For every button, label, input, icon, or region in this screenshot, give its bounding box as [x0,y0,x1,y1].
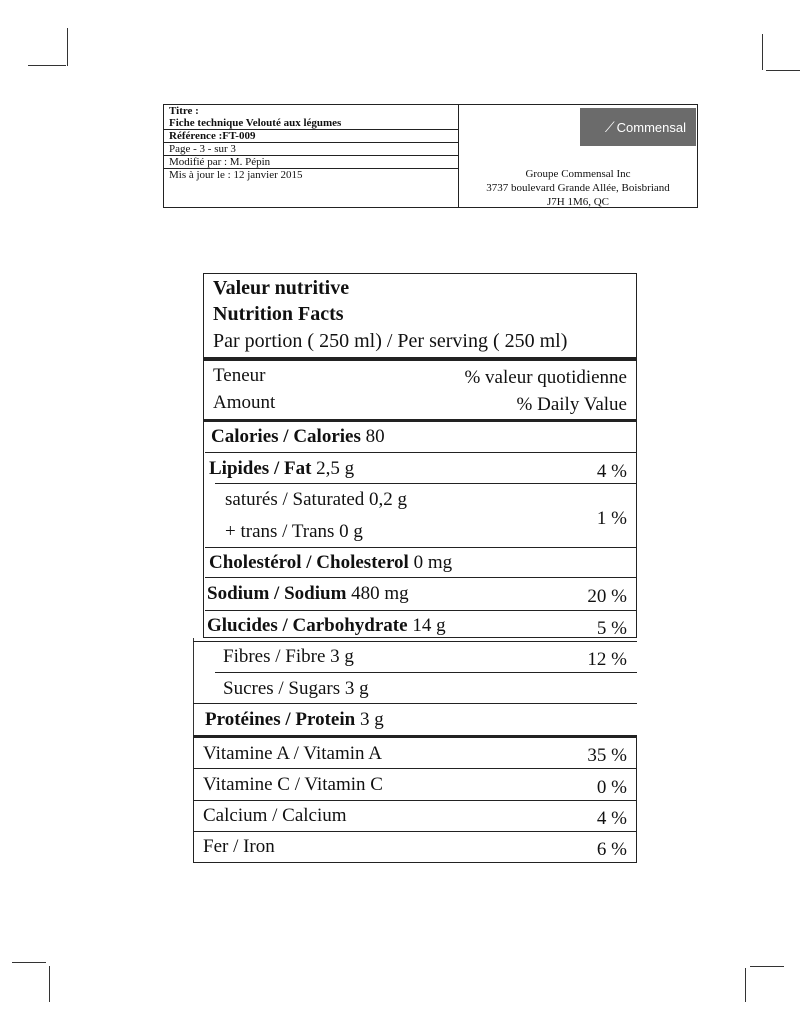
calcium: Calcium / Calcium [203,805,347,826]
sodium-row [207,583,409,605]
table-left-edge [193,638,194,738]
crop-mark-bottom-left-h [12,962,46,963]
crop-mark-top-right-h [766,70,800,71]
cholesterol-label: Cholestérol / Cholesterol [209,552,409,573]
title-value: Fiche technique Velouté aux légumes [164,117,458,130]
leaf-icon: ⟋ [604,118,615,135]
reference: Référence :FT-009 [164,130,458,143]
iron-percent: 6 % [596,839,627,860]
fibre: Fibres / Fibre 3 g [223,646,354,667]
company-name: Groupe Commensal Inc [525,168,631,180]
title-label: Titre : [169,105,199,117]
sodium-percent: 20 % [587,586,627,607]
document-info [164,105,459,207]
rule-calories [205,452,637,453]
company-logo [580,108,696,146]
modified-by: Modifié par : M. Pépin [164,156,458,169]
rule-calcium [193,831,637,832]
updated-date: Mis à jour le : 12 janvier 2015 [169,169,303,181]
company-info [459,105,697,207]
crop-mark-bottom-right-v [745,968,746,1002]
serving-size: Par portion ( 250 ml) / Per serving ( 250 ml) [213,330,568,352]
rule-vitamin-c [193,800,637,801]
fat-percent: 4 % [596,461,627,482]
carbohydrate-row [207,615,446,637]
thick-rule-vitamins [193,735,637,738]
cholesterol-value: 0 mg [413,552,453,573]
rule-fibre [215,672,637,673]
vitamin-c-percent: 0 % [596,777,627,798]
vitamin-a-percent: 35 % [587,745,627,766]
crop-mark-bottom-right-h [750,966,784,967]
protein-row [205,709,384,731]
thick-rule-top [203,357,637,361]
rule-vitamin-a [193,768,637,769]
thick-rule-amount [203,419,637,422]
rule-sodium [205,610,637,611]
trans-fat: + trans / Trans 0 g [225,521,363,542]
company-address [459,167,697,209]
crop-mark-top-left-h [28,65,66,66]
title-en: Nutrition Facts [213,303,344,325]
amount-en: Amount [213,392,276,413]
vitamin-c: Vitamine C / Vitamin C [203,774,383,795]
fat-value: 2,5 g [316,458,355,479]
vitamin-a: Vitamine A / Vitamin A [203,743,382,764]
fat-row [209,458,354,480]
page-number: Page - 3 - sur 3 [164,143,458,156]
saturated-fat: saturés / Saturated 0,2 g [225,489,408,510]
carbohydrate-percent: 5 % [596,618,627,639]
rule-sugars [193,703,637,704]
sodium-value: 480 mg [351,583,409,604]
sugars: Sucres / Sugars 3 g [223,678,369,699]
cholesterol-row [209,552,452,574]
rule-trans [205,547,637,548]
address-line-1: 3737 boulevard Grande Allée, Boisbriand [486,182,670,194]
rule-fat [215,483,637,484]
calories-row [211,426,385,448]
calories-value: 80 [365,426,385,447]
fibre-percent: 12 % [587,649,627,670]
daily-value-fr: % valeur quotidienne [464,367,627,388]
crop-mark-bottom-left-v [49,966,50,1002]
protein-value: 3 g [359,709,384,730]
carbohydrate-value: 14 g [412,615,446,636]
carbohydrate-label: Glucides / Carbohydrate [207,615,408,636]
logo-text: Commensal [616,119,686,135]
rule-carbohydrate [193,641,637,642]
daily-value-en: % Daily Value [516,394,627,415]
calories-label: Calories / Calories [211,426,361,447]
sodium-label: Sodium / Sodium [207,583,347,604]
address-line-2: J7H 1M6, QC [546,196,610,208]
document-header [163,104,698,208]
fat-label: Lipides / Fat [209,458,312,479]
calcium-percent: 4 % [596,808,627,829]
iron: Fer / Iron [203,836,275,857]
saturated-trans-percent: 1 % [596,508,627,529]
crop-mark-top-right-v [762,34,763,70]
protein-label: Protéines / Protein [205,709,356,730]
crop-mark-top-left-v [67,28,68,66]
title-fr: Valeur nutritive [213,277,350,299]
rule-cholesterol [205,577,637,578]
amount-fr: Teneur [213,365,266,386]
